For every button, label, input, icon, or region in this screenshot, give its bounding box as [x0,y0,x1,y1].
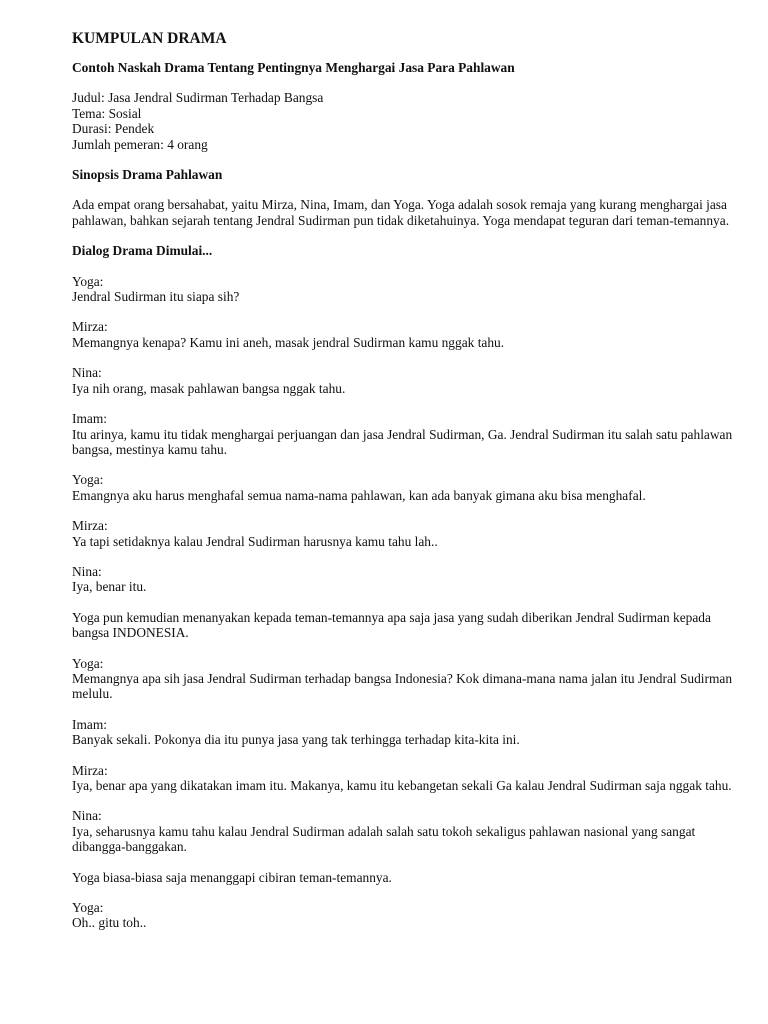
dialog-speaker: Yoga: [72,655,104,671]
dialog-line: Emangnya aku harus menghafal semua nama-nama pahlawan, kan ada banyak gimana aku bisa menghafal. [72,487,646,503]
dialog-speaker: Nina: [72,808,102,824]
narration-paragraph: Yoga biasa-biasa saja menanggapi cibiran teman-temannya. [72,869,392,885]
dialog-entry [72,900,737,931]
dialog-line: Memangnya apa sih jasa Jendral Sudirman terhadap bangsa Indonesia? Kok dimana-mana nama jalan itu Jendral Sudirman melulu. [72,670,733,702]
dialog-speaker: Yoga: [72,273,104,289]
dialog-speaker: Mirza: [72,762,108,778]
dialog-speaker: Mirza: [72,319,108,335]
dialog-speaker: Yoga: [72,900,104,916]
dialog-entry [72,717,737,748]
dialog-entry [72,808,737,854]
meta-title: Judul: Jasa Jendral Sudirman Terhadap Bangsa [72,90,324,106]
meta-theme: Tema: Sosial [72,105,142,121]
dialog-entry [72,656,737,702]
dialog-speaker: Mirza: [72,518,108,534]
document-title: KUMPULAN DRAMA [72,30,227,47]
synopsis-paragraph: Ada empat orang bersahabat, yaitu Mirza, Nina, Imam, dan Yoga. Yoga adalah sosok remaja yang kurang menghargai jasa pahlawan, bahkan sejarah tentang Jendral Sudirman pun tidak diketahuinya. Yoga mendapat teguran dari teman-temannya. [72,197,730,228]
dialog-speaker: Yoga: [72,472,104,488]
dialog-entry [72,518,737,549]
dialog-entry [72,763,737,794]
dialog-line: Memangnya kenapa? Kamu ini aneh, masak jendral Sudirman kamu nggak tahu. [72,334,505,350]
narration-paragraph: Yoga pun kemudian menanyakan kepada teman-temannya apa saja jasa yang sudah diberikan Jendral Sudirman kepada bangsa INDONESIA. [72,609,711,641]
dialog-line: Iya nih orang, masak pahlawan bangsa nggak tahu. [72,380,346,396]
dialog-speaker: Imam: [72,411,107,427]
dialog-entry [72,472,737,503]
dialog-speaker: Nina: [72,365,102,381]
dialog-line: Iya, benar itu. [72,579,147,595]
drama-metadata [72,90,737,152]
dialog-speaker: Nina: [72,563,102,579]
dialog-line: Ya tapi setidaknya kalau Jendral Sudirman harusnya kamu tahu lah.. [72,533,438,549]
dialog-line: Itu arinya, kamu itu tidak menghargai perjuangan dan jasa Jendral Sudirman, Ga. Jendral Sudirman itu salah satu pahlawan bangsa, mestinya kamu tahu. [72,426,733,457]
dialog-entry [72,564,737,595]
dialog-entry [72,365,737,396]
dialog-entry [72,319,737,350]
document-page [72,30,737,946]
dialog-line: Iya, seharusnya kamu tahu kalau Jendral Sudirman adalah salah satu tokoh sekaligus pahlawan nasional yang sangat dibangga-banggakan. [72,823,696,855]
dialog-line: Oh.. gitu toh.. [72,915,147,931]
dialog-line: Jendral Sudirman itu siapa sih? [72,289,240,305]
dialog-line: Iya, benar apa yang dikatakan imam itu. Makanya, kamu itu kebangetan sekali Ga kalau Jendral Sudirman saja nggak tahu. [72,778,732,793]
synopsis-heading: Sinopsis Drama Pahlawan [72,167,223,183]
document-subtitle: Contoh Naskah Drama Tentang Pentingnya Menghargai Jasa Para Pahlawan [72,60,515,75]
dialog-entry [72,411,737,457]
dialog-speaker: Imam: [72,716,107,732]
dialog-line: Banyak sekali. Pokonya dia itu punya jasa yang tak terhingga terhadap kita-kita ini. [72,732,520,748]
meta-duration: Durasi: Pendek [72,121,155,137]
dialog-heading: Dialog Drama Dimulai... [72,243,213,259]
dialog-entry [72,274,737,305]
meta-cast-count: Jumlah pemeran: 4 orang [72,136,208,152]
